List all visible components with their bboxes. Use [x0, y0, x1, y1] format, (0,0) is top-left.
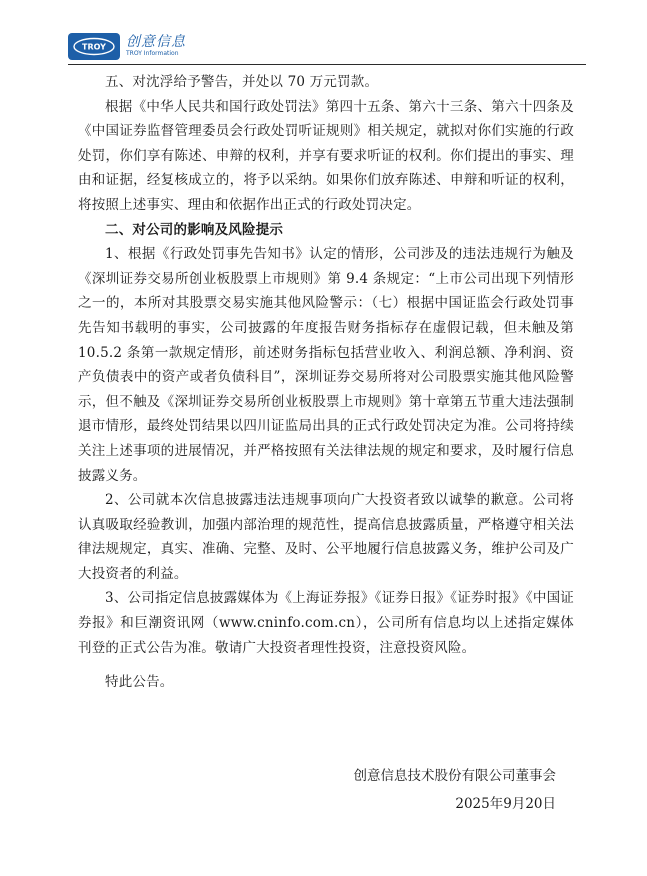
- signature-date: 2025年9月20日: [455, 796, 556, 812]
- company-logo: [68, 33, 186, 60]
- logo-chinese-name: 创意信息: [126, 34, 186, 50]
- paragraph-apology: 2、公司就本次信息披露违法违规事项向广大投资者致以诚挚的歉意。公司将认真吸取经验教训，加强内部治理的规范性，提高信息披露质量，严格遵守相关法律法规规定，真实、准确、完整、及时、公平地履行信息披露义务，维护公司及广大投资者的利益。: [78, 492, 574, 582]
- troy-logo-icon: [68, 33, 120, 60]
- logo-english-name: TROY Information: [126, 50, 179, 57]
- page-header: [68, 33, 588, 63]
- header-divider: [68, 64, 586, 65]
- section-heading-impact: 二、对公司的影响及风险提示: [105, 221, 284, 238]
- paragraph-penalty-item5: 五、对沈浮给予警告，并处以 70 万元罚款。: [105, 74, 379, 90]
- paragraph-disclosure-media: 3、公司指定信息披露媒体为《上海证券报》《证券日报》《证券时报》《中国证券报》和巨潮资讯网（www.cninfo.com.cn），公司所有信息均以上述指定媒体刊登的正式公告为准。敬请广大投资者理性投资，注意投资风险。: [78, 590, 574, 656]
- paragraph-hearing-rights: 根据《中华人民共和国行政处罚法》第四十五条、第六十三条、第六十四条及《中国证券监督管理委员会行政处罚听证规则》相关规定，就拟对你们实施的行政处罚，你们享有陈述、申辩的权利，并享有要求听证的权利。你们提出的事实、理由和证据，经复核成立的，将予以采纳。如果你们放弃陈述、申辩和听证的权利，将按照上述事实、理由和依据作出正式的行政处罚决定。: [78, 98, 574, 213]
- logo-badge-text: TROY: [82, 42, 106, 52]
- closing-statement: 特此公告。: [105, 674, 174, 691]
- paragraph-risk-warning: 1、根据《行政处罚事先告知书》认定的情形，公司涉及的违法违规行为触及《深圳证券交易所创业板股票上市规则》第 9.4 条规定：“上市公司出现下列情形之一的，本所对其股票交易实施其他风险警示：（七）根据中国证监会行政处罚事先告知书载明的事实，公司披露的年度报告财务指标存在虚假记载，但未触及第 10.5.2 条第一款规定情形，前述财务指标包括营业收入、利润总额、净利润、资产负债表中的资产或者负债科目”，深圳证券交易所将对公司股票实施其他风险警示，但不触及《深圳证券交易所创业板股票上市规则》第十章第五节重大违法强制退市情形，最终处罚结果以四川证监局出具的正式行政处罚决定为准。公司将持续关注上述事项的进展情况，并严格按照有关法律法规的规定和要求，及时履行信息披露义务。: [78, 246, 574, 484]
- signature-block: [354, 762, 557, 818]
- signature-company: 创意信息技术股份有限公司董事会: [353, 768, 556, 784]
- document-body: [78, 70, 574, 695]
